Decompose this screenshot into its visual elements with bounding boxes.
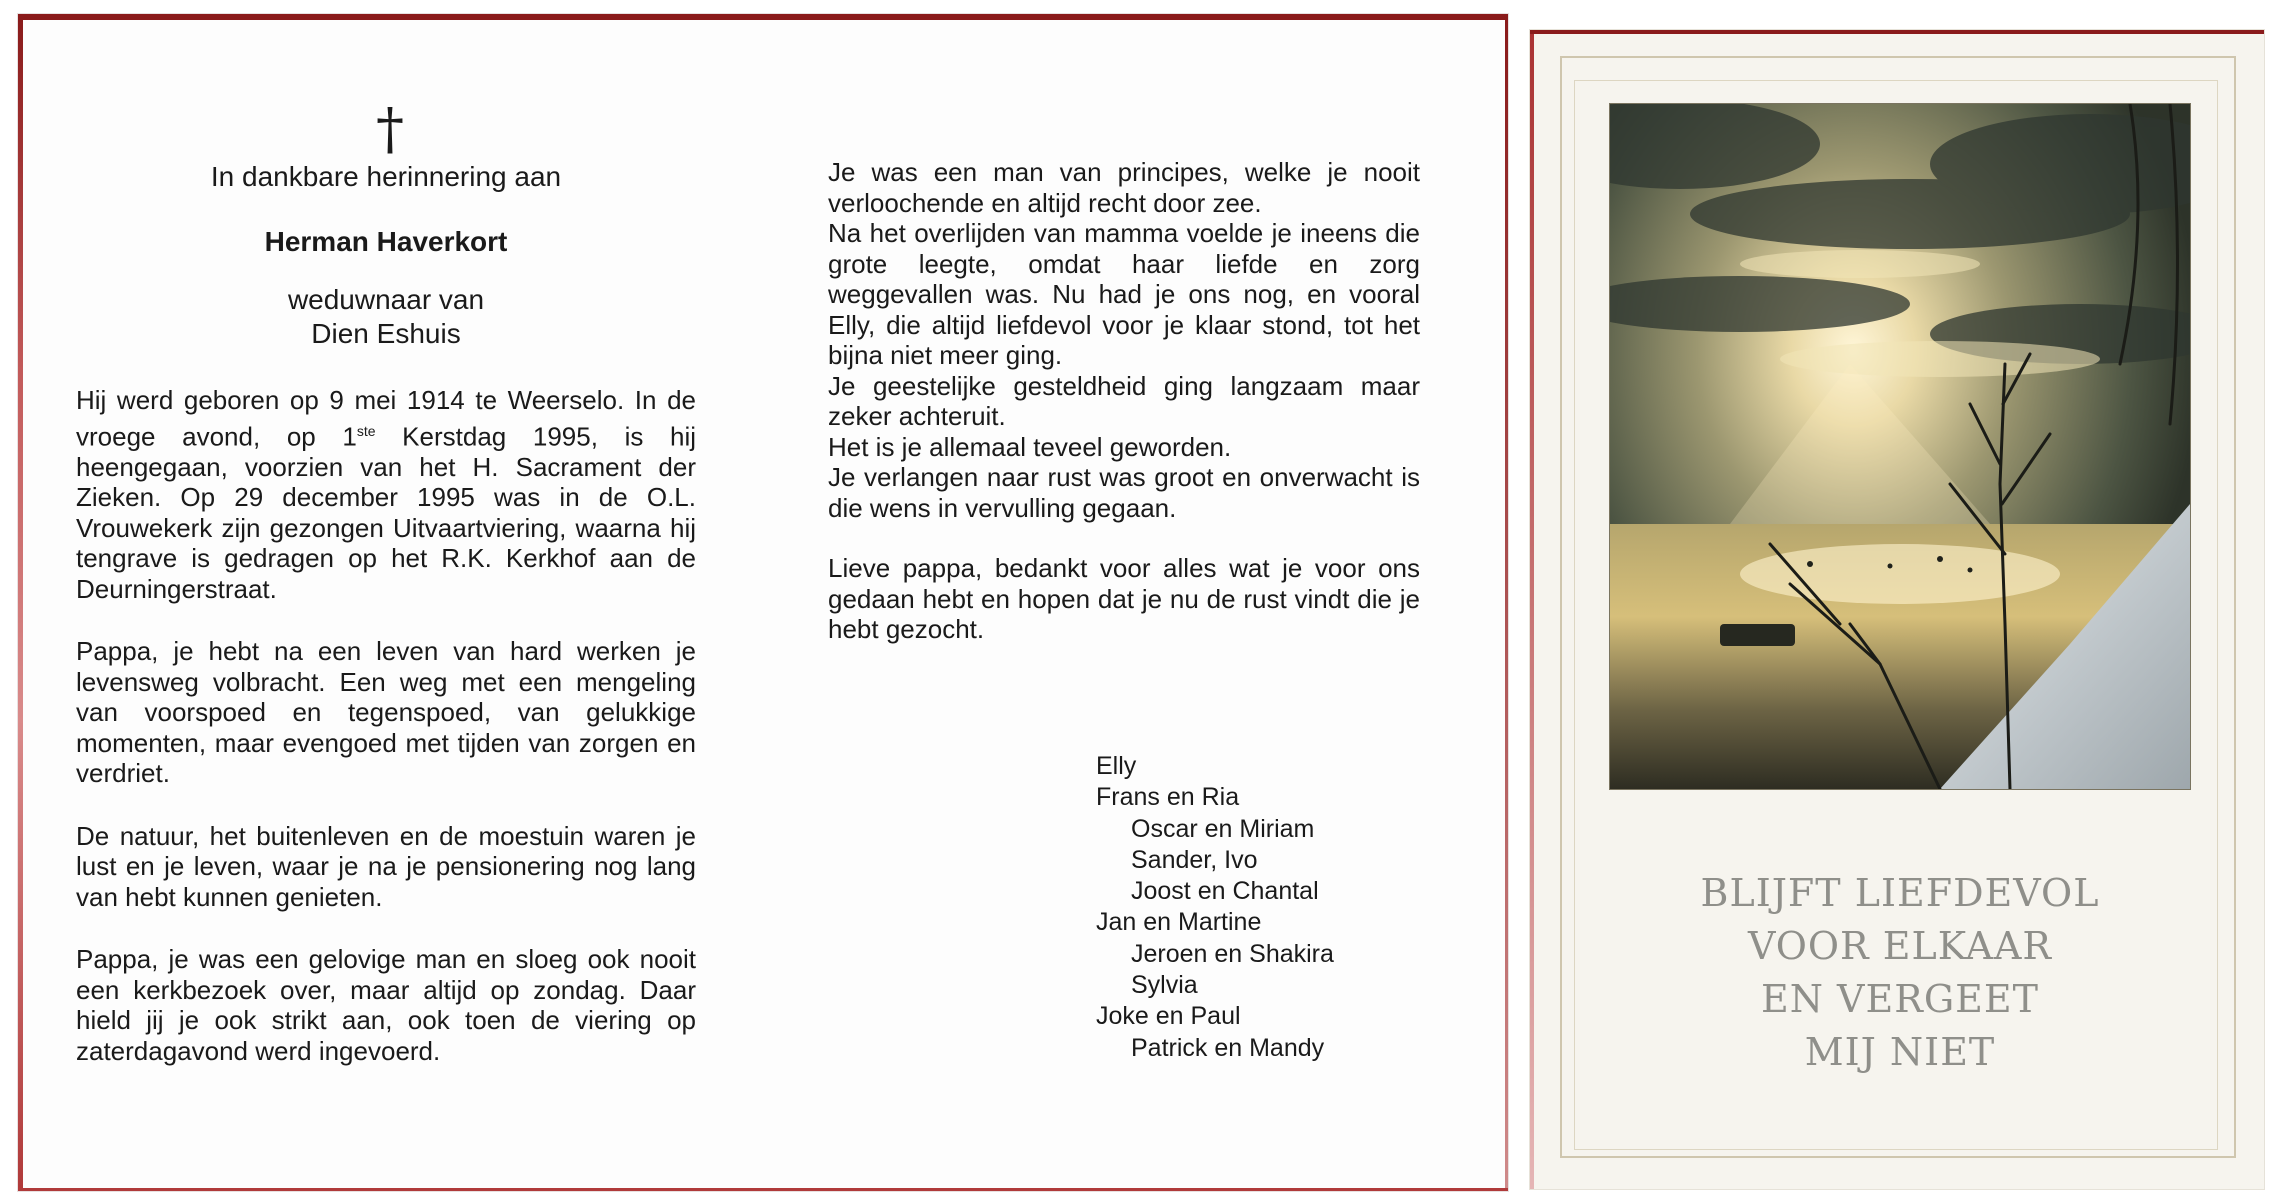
intro-line: In dankbare herinnering aan xyxy=(210,161,562,192)
tribute-line-1: Je was een man van principes, welke je nooit verloochende en altijd recht door zee. xyxy=(828,157,1420,218)
inner-spread xyxy=(18,14,1508,1191)
family-member: Sylvia xyxy=(1131,971,1198,1000)
widower-block xyxy=(76,283,696,351)
biography-paragraph xyxy=(76,385,696,604)
family-member: Sander, Ivo xyxy=(1131,845,1258,874)
closing-paragraph: Lieve pappa, bedankt voor alles wat je voor ons gedaan hebt en hopen dat je nu de rust vindt die je hebt gezocht. xyxy=(828,553,1420,644)
sunset-lake-photo xyxy=(1610,104,2190,789)
family-list xyxy=(1096,751,1334,1064)
family-member: Elly xyxy=(1096,752,1137,780)
verse-line: BLIJFT LIEFDEVOL xyxy=(1700,871,2100,915)
cross-icon: † xyxy=(376,97,404,162)
verse-line: MIJ NIET xyxy=(1804,1030,1996,1074)
tribute-line-2: Na het overlijden van mamma voelde je ineens die grote leegte, omdat haar liefde en zorg weggevallen was. Nu had je ons nog, en vooral Elly, die altijd liefdevol voor je klaar stond, tot het bijna niet meer ging. xyxy=(828,218,1420,370)
life-paragraph: Pappa, je hebt na een leven van hard werken je levensweg volbracht. Een weg met een mengeling van voorspoed en tegenspoed, van gelukkige momenten, maar evengoed met tijden van zorgen en verdriet. xyxy=(76,636,696,789)
bio-superscript: ste xyxy=(356,422,376,439)
bio-text-start: Hij werd geboren op 9 mei 1914 te Weerselo. In de vroege avond, op 1 xyxy=(76,385,696,452)
family-member: Jeroen en Shakira xyxy=(1131,939,1334,968)
widower-label: weduwnaar van xyxy=(287,284,485,315)
tribute-line-3: Je geestelijke gesteldheid ging langzaam maar zeker achteruit. xyxy=(828,370,1420,431)
cover-verse xyxy=(1610,867,2190,1079)
family-member: Oscar en Miriam xyxy=(1131,814,1315,843)
faith-paragraph: Pappa, je was een gelovige man en sloeg ook nooit een kerkbezoek over, maar altijd op zondag. Daar hield jij je ook strikt aan, ook toen de viering op zaterdagavond werd ingevoerd. xyxy=(76,944,696,1066)
middle-panel xyxy=(828,157,1420,675)
verse-line: VOOR ELKAAR xyxy=(1747,924,2053,968)
bio-text-end: Kerstdag 1995, is hij heengegaan, voorzien van het H. Sacrament der Zieken. Op 29 december 1995 was in de O.L. Vrouwekerk zijn gezongen Uitvaartviering, waarna hij tengrave is gedragen op het R.K. Kerkhof aan de Deurningerstraat. xyxy=(76,421,697,604)
tribute-line-4: Het is je allemaal teveel geworden. xyxy=(828,431,1232,462)
tribute-line-5: Je verlangen naar rust was groot en onverwacht is die wens in vervulling gegaan. xyxy=(828,462,1420,523)
family-member: Joke en Paul xyxy=(1096,1002,1241,1031)
family-member: Joost en Chantal xyxy=(1131,877,1319,906)
deceased-name: Herman Haverkort xyxy=(264,225,508,257)
left-panel xyxy=(76,97,697,1098)
cover-page xyxy=(1530,30,2264,1189)
verse-line: EN VERGEET xyxy=(1760,977,2040,1021)
spouse-name: Dien Eshuis xyxy=(311,318,461,349)
family-member: Patrick en Mandy xyxy=(1131,1033,1325,1062)
nature-paragraph: De natuur, het buitenleven en de moestuin waren je lust en je leven, waar je na je pensionering nog lang van hebt kunnen genieten. xyxy=(76,820,696,912)
tribute-block xyxy=(828,157,1420,523)
family-member: Jan en Martine xyxy=(1096,908,1262,937)
landscape-illustration xyxy=(1610,104,2190,789)
family-member: Frans en Ria xyxy=(1096,783,1240,812)
